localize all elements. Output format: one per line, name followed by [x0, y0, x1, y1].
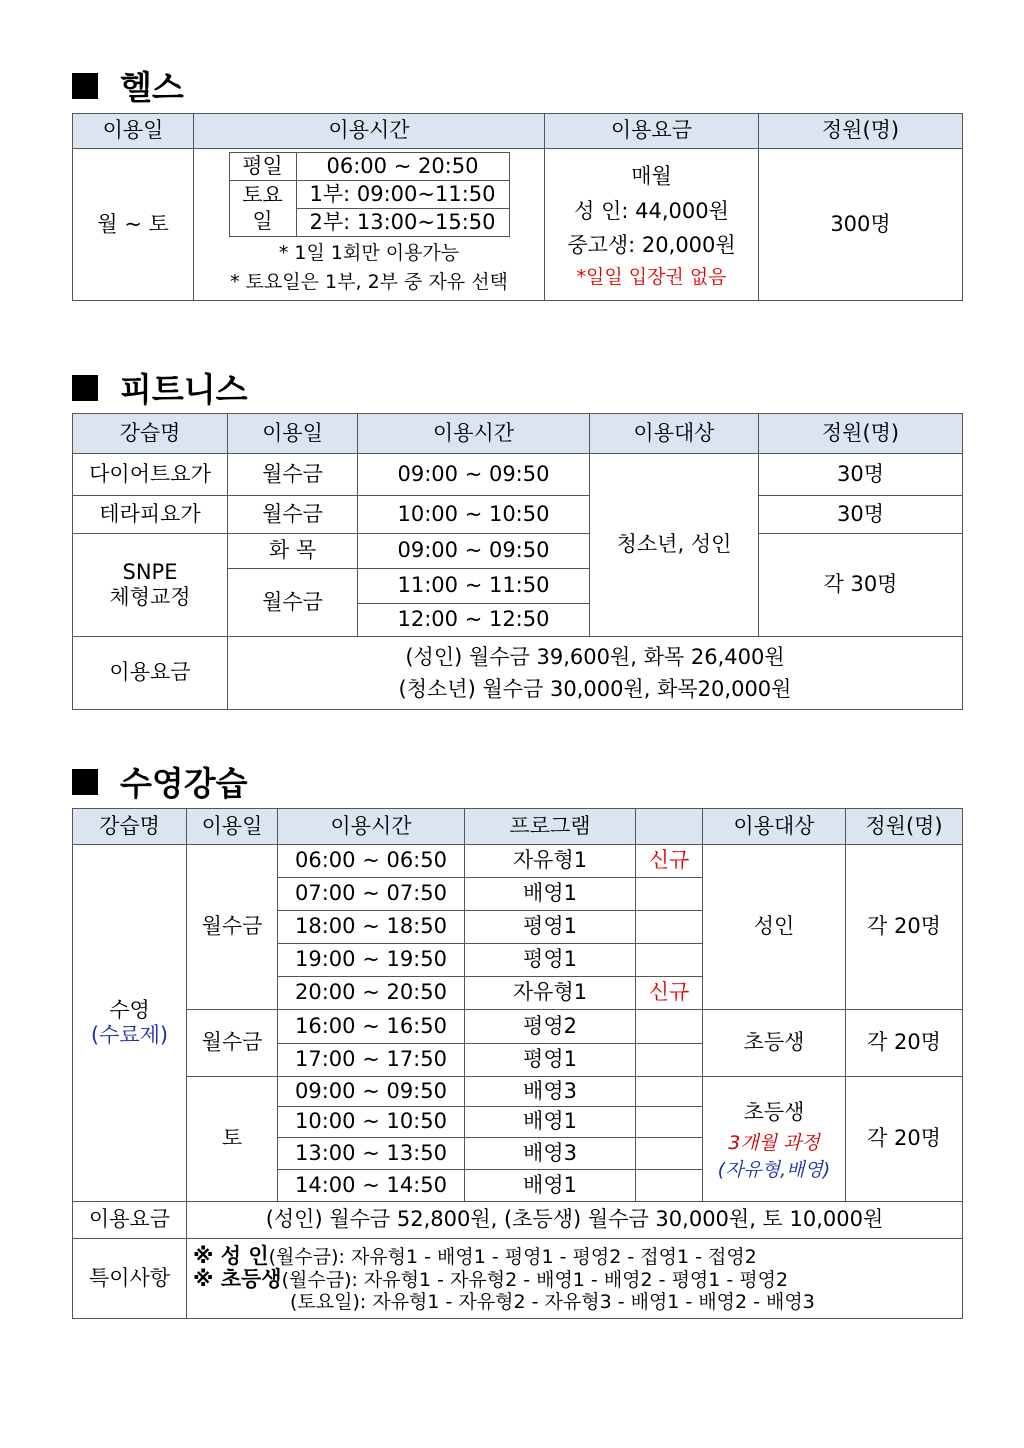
swim-title-text: 수영강습 — [120, 764, 248, 803]
special-elem-mark: ※ 초등생 — [193, 1266, 282, 1291]
diet-yoga-day: 월수금 — [228, 454, 358, 496]
swim-new-tag — [636, 944, 703, 977]
special-line-sat — [193, 1291, 962, 1313]
health-fee-period: 매월 — [631, 163, 672, 188]
swim-empty-tag — [636, 1044, 703, 1077]
special-line-adult — [193, 1245, 962, 1268]
health-note-1: * 1일 1회만 이용가능 — [278, 242, 460, 264]
snpe-name-line1: SNPE — [122, 559, 178, 584]
saturday-label: 토요일 — [229, 181, 296, 237]
swim-sat-program: 배영3 — [465, 1138, 636, 1170]
therapy-yoga-cap: 30명 — [759, 496, 963, 534]
swim-adult-time: 19:00 ~ 19:50 — [278, 944, 465, 977]
health-fee-student: 중고생: 20,000원 — [567, 232, 736, 257]
swim-header-program: 프로그램 — [465, 809, 636, 845]
weekday-label: 평일 — [229, 153, 296, 181]
swim-sat-time: 09:00 ~ 09:50 — [278, 1077, 465, 1107]
swim-empty-tag — [636, 1107, 703, 1138]
swim-special-cell — [187, 1239, 963, 1319]
snpe-time-1: 09:00 ~ 09:50 — [358, 534, 590, 569]
therapy-yoga-day: 월수금 — [228, 496, 358, 534]
swim-elem-time: 16:00 ~ 16:50 — [278, 1010, 465, 1044]
swim-sat-target-cell — [703, 1077, 846, 1202]
fitness-fee-cell — [228, 637, 963, 710]
special-elem-text: 자유형1 - 자유형2 - 배영1 - 배영2 - 평영1 - 평영2 — [357, 1268, 789, 1291]
health-time-subtable — [229, 152, 510, 237]
snpe-time-3: 12:00 ~ 12:50 — [358, 604, 590, 637]
swim-sat-cap: 각 20명 — [846, 1077, 963, 1202]
snpe-time-2: 11:00 ~ 11:50 — [358, 569, 590, 604]
swim-adult-cap: 각 20명 — [846, 845, 963, 1010]
swim-adult-time: 18:00 ~ 18:50 — [278, 911, 465, 944]
health-header-fee: 이용요금 — [545, 114, 759, 149]
health-fee-cell — [545, 149, 759, 301]
fitness-header-class: 강습명 — [73, 414, 228, 454]
special-elem-paren: (월수금): — [281, 1268, 358, 1291]
swim-header-capacity: 정원(명) — [846, 809, 963, 845]
square-bullet-icon — [72, 73, 98, 99]
special-sat-paren: (토요일): — [290, 1290, 367, 1313]
health-header-time: 이용시간 — [194, 114, 545, 149]
special-adult-paren: (월수금): — [268, 1245, 345, 1268]
snpe-cap: 각 30명 — [759, 534, 963, 637]
health-header-capacity: 정원(명) — [759, 114, 963, 149]
fitness-section-title — [72, 364, 248, 411]
swim-elem-program: 평영2 — [465, 1010, 636, 1044]
therapy-yoga-name: 테라피요가 — [73, 496, 228, 534]
swim-adult-program: 자유형1 — [465, 845, 636, 878]
diet-yoga-time: 09:00 ~ 09:50 — [358, 454, 590, 496]
swim-sat-program: 배영1 — [465, 1170, 636, 1202]
swim-sat-course-sub: (자유형,배영) — [717, 1159, 831, 1181]
special-line-elem — [193, 1268, 962, 1291]
swim-adult-program: 배영1 — [465, 878, 636, 911]
swim-elem-day: 월수금 — [187, 1010, 278, 1077]
swim-header-blank — [636, 809, 703, 845]
swim-empty-tag — [636, 1010, 703, 1044]
therapy-yoga-time: 10:00 ~ 10:50 — [358, 496, 590, 534]
swim-class-name-sub: (수료제) — [90, 1023, 169, 1047]
swim-special-label: 특이사항 — [73, 1239, 187, 1319]
health-header-day: 이용일 — [73, 114, 194, 149]
swim-elem-program: 평영1 — [465, 1044, 636, 1077]
health-fee-notice: *일일 입장권 없음 — [576, 265, 727, 288]
swim-header-class: 강습명 — [73, 809, 187, 845]
swim-empty-tag — [636, 1138, 703, 1170]
special-adult-mark: ※ 성 인 — [193, 1243, 269, 1268]
square-bullet-icon — [72, 769, 98, 795]
fitness-fee-line2: (청소년) 월수금 30,000원, 화목20,000원 — [398, 677, 792, 701]
swim-new-tag: 신규 — [636, 977, 703, 1010]
swim-adult-program: 자유형1 — [465, 977, 636, 1010]
snpe-name — [73, 534, 228, 637]
swim-sat-program: 배영1 — [465, 1107, 636, 1138]
special-adult-text: 자유형1 - 배영1 - 평영1 - 평영2 - 접영1 - 접영2 — [344, 1245, 757, 1268]
swim-adult-target: 성인 — [703, 845, 846, 1010]
swim-sat-target: 초등생 — [743, 1100, 805, 1124]
health-table — [72, 113, 963, 301]
fitness-header-target: 이용대상 — [590, 414, 759, 454]
fitness-header-time: 이용시간 — [358, 414, 590, 454]
swim-header-day: 이용일 — [187, 809, 278, 845]
swim-sat-day: 토 — [187, 1077, 278, 1202]
fitness-header-capacity: 정원(명) — [759, 414, 963, 454]
diet-yoga-name: 다이어트요가 — [73, 454, 228, 496]
swim-sat-time: 10:00 ~ 10:50 — [278, 1107, 465, 1138]
swim-elem-time: 17:00 ~ 17:50 — [278, 1044, 465, 1077]
swim-class-name-main: 수영 — [109, 997, 150, 1022]
health-capacity: 300명 — [759, 149, 963, 301]
swim-table — [72, 808, 963, 1319]
swim-adult-time: 20:00 ~ 20:50 — [278, 977, 465, 1010]
health-time-cell — [194, 149, 545, 301]
swim-new-tag: 신규 — [636, 845, 703, 878]
swim-header-time: 이용시간 — [278, 809, 465, 845]
swim-header-target: 이용대상 — [703, 809, 846, 845]
health-day: 월 ~ 토 — [73, 149, 194, 301]
swim-new-tag — [636, 878, 703, 911]
swim-adult-program: 평영1 — [465, 944, 636, 977]
swim-empty-tag — [636, 1077, 703, 1107]
fitness-fee-line1: (성인) 월수금 39,600원, 화목 26,400원 — [405, 645, 785, 669]
swim-adult-time: 07:00 ~ 07:50 — [278, 878, 465, 911]
swim-class-name — [73, 845, 187, 1202]
health-fee-adult: 성 인: 44,000원 — [574, 198, 729, 223]
swim-sat-time: 13:00 ~ 13:50 — [278, 1138, 465, 1170]
fitness-fee-label: 이용요금 — [73, 637, 228, 710]
snpe-name-line2: 체형교정 — [109, 585, 191, 609]
health-section-title — [72, 62, 184, 109]
fitness-target: 청소년, 성인 — [590, 454, 759, 637]
swim-section-title — [72, 758, 248, 805]
fitness-table — [72, 413, 963, 710]
swim-adult-day: 월수금 — [187, 845, 278, 1010]
swim-sat-time: 14:00 ~ 14:50 — [278, 1170, 465, 1202]
saturday-part1: 1부: 09:00~11:50 — [296, 181, 509, 209]
snpe-day-1: 화 목 — [228, 534, 358, 569]
swim-adult-time: 06:00 ~ 06:50 — [278, 845, 465, 878]
saturday-part2: 2부: 13:00~15:50 — [296, 209, 509, 237]
swim-new-tag — [636, 911, 703, 944]
fitness-title-text: 피트니스 — [120, 370, 248, 409]
swim-elem-target: 초등생 — [703, 1010, 846, 1077]
special-sat-text: 자유형1 - 자유형2 - 자유형3 - 배영1 - 배영2 - 배영3 — [366, 1290, 815, 1313]
swim-fee-label: 이용요금 — [73, 1202, 187, 1239]
weekday-time: 06:00 ~ 20:50 — [296, 153, 509, 181]
swim-sat-course: 3개월 과정 — [728, 1132, 820, 1154]
swim-elem-cap: 각 20명 — [846, 1010, 963, 1077]
swim-fee-text: (성인) 월수금 52,800원, (초등생) 월수금 30,000원, 토 10,000원 — [187, 1202, 963, 1239]
swim-sat-program: 배영3 — [465, 1077, 636, 1107]
health-note-2: * 토요일은 1부, 2부 중 자유 선택 — [230, 271, 508, 293]
snpe-day-2: 월수금 — [228, 569, 358, 637]
swim-adult-program: 평영1 — [465, 911, 636, 944]
diet-yoga-cap: 30명 — [759, 454, 963, 496]
fitness-header-day: 이용일 — [228, 414, 358, 454]
square-bullet-icon — [72, 375, 98, 401]
health-title-text: 헬스 — [120, 68, 184, 107]
swim-empty-tag — [636, 1170, 703, 1202]
